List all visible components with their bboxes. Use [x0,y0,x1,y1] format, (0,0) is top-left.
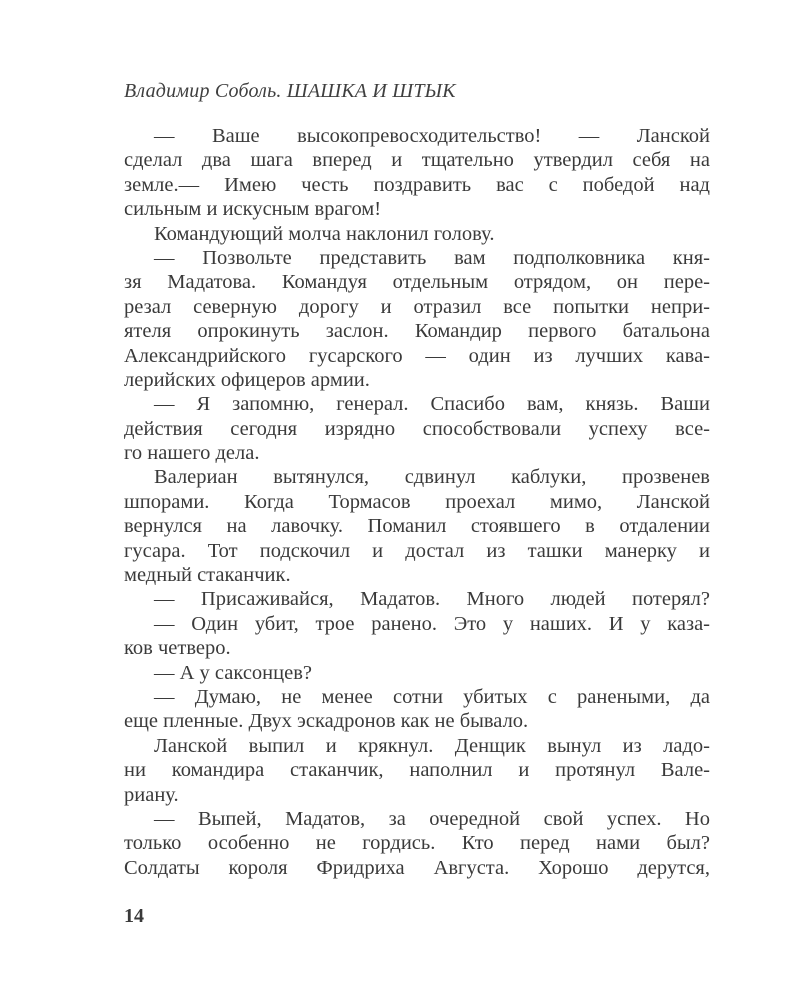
text-line: Ланской выпил и крякнул. Денщик вынул из ладо- [154,734,710,757]
text-line: еще пленные. Двух эскадронов как не бывало. [124,710,529,733]
text-line: ни командира стаканчик, наполнил и протянул Вале- [124,759,710,782]
text-line: — Я запомню, генерал. Спасибо вам, князь. Ваши [154,393,710,416]
text-line: сделал два шага вперед и тщательно утвердил себя на [124,149,710,172]
text-line: — Выпей, Мадатов, за очередной свой успех. Но [154,807,710,830]
text-line: только особенно не гордись. Кто перед нами был? [124,832,710,855]
text-line: — Позвольте представить вам подполковника кня- [154,246,710,269]
text-line: — Ваше высокопревосходительство! — Ланской [154,125,710,147]
body-text [124,124,710,880]
text-line: Валериан вытянулся, сдвинул каблуки, прозвенев [154,466,710,489]
page-number: 14 [124,905,144,927]
text-line: — Думаю, не менее сотни убитых с ранеными, да [154,685,710,708]
text-line: — Присаживайся, Мадатов. Много людей потерял? [154,588,710,611]
text-line: лерийских офицеров армии. [124,368,370,391]
text-line: действия сегодня изрядно способствовали успеху все- [124,417,710,440]
text-line: вернулся на лавочку. Поманил стоявшего в отдалении [124,515,710,538]
text-line: резал северную дорогу и отразил все попытки непри- [124,295,710,318]
text-line: зя Мадатова. Командуя отдельным отрядом, он пере- [124,271,710,294]
text-line: Солдаты короля Фридриха Августа. Хорошо дерутся, [124,856,710,879]
text-line: Александрийского гусарского — один из лучших кава- [124,344,710,367]
text-line: шпорами. Когда Тормасов проехал мимо, Ланской [124,490,710,513]
text-line: Командующий молча наклонил голову. [154,222,495,245]
text-line: медный стаканчик. [124,564,291,587]
text-line: ятеля опрокинуть заслон. Командир первого батальона [124,320,710,343]
text-line: земле.— Имею честь поздравить вас с победой над [124,173,710,196]
text-line: го нашего дела. [124,442,260,465]
text-line: риану. [124,783,179,806]
text-line: — А у саксонцев? [154,661,312,684]
text-line: сильным и искусным врагом! [124,198,382,221]
text-line: ков четверо. [124,637,231,660]
text-line: — Один убит, трое ранено. Это у наших. И у каза- [154,612,710,635]
text-line: гусара. Тот подскочил и достал из ташки манерку и [124,539,710,562]
running-header: Владимир Соболь. ШАШКА И ШТЫК [124,80,456,102]
book-page [124,0,710,1000]
